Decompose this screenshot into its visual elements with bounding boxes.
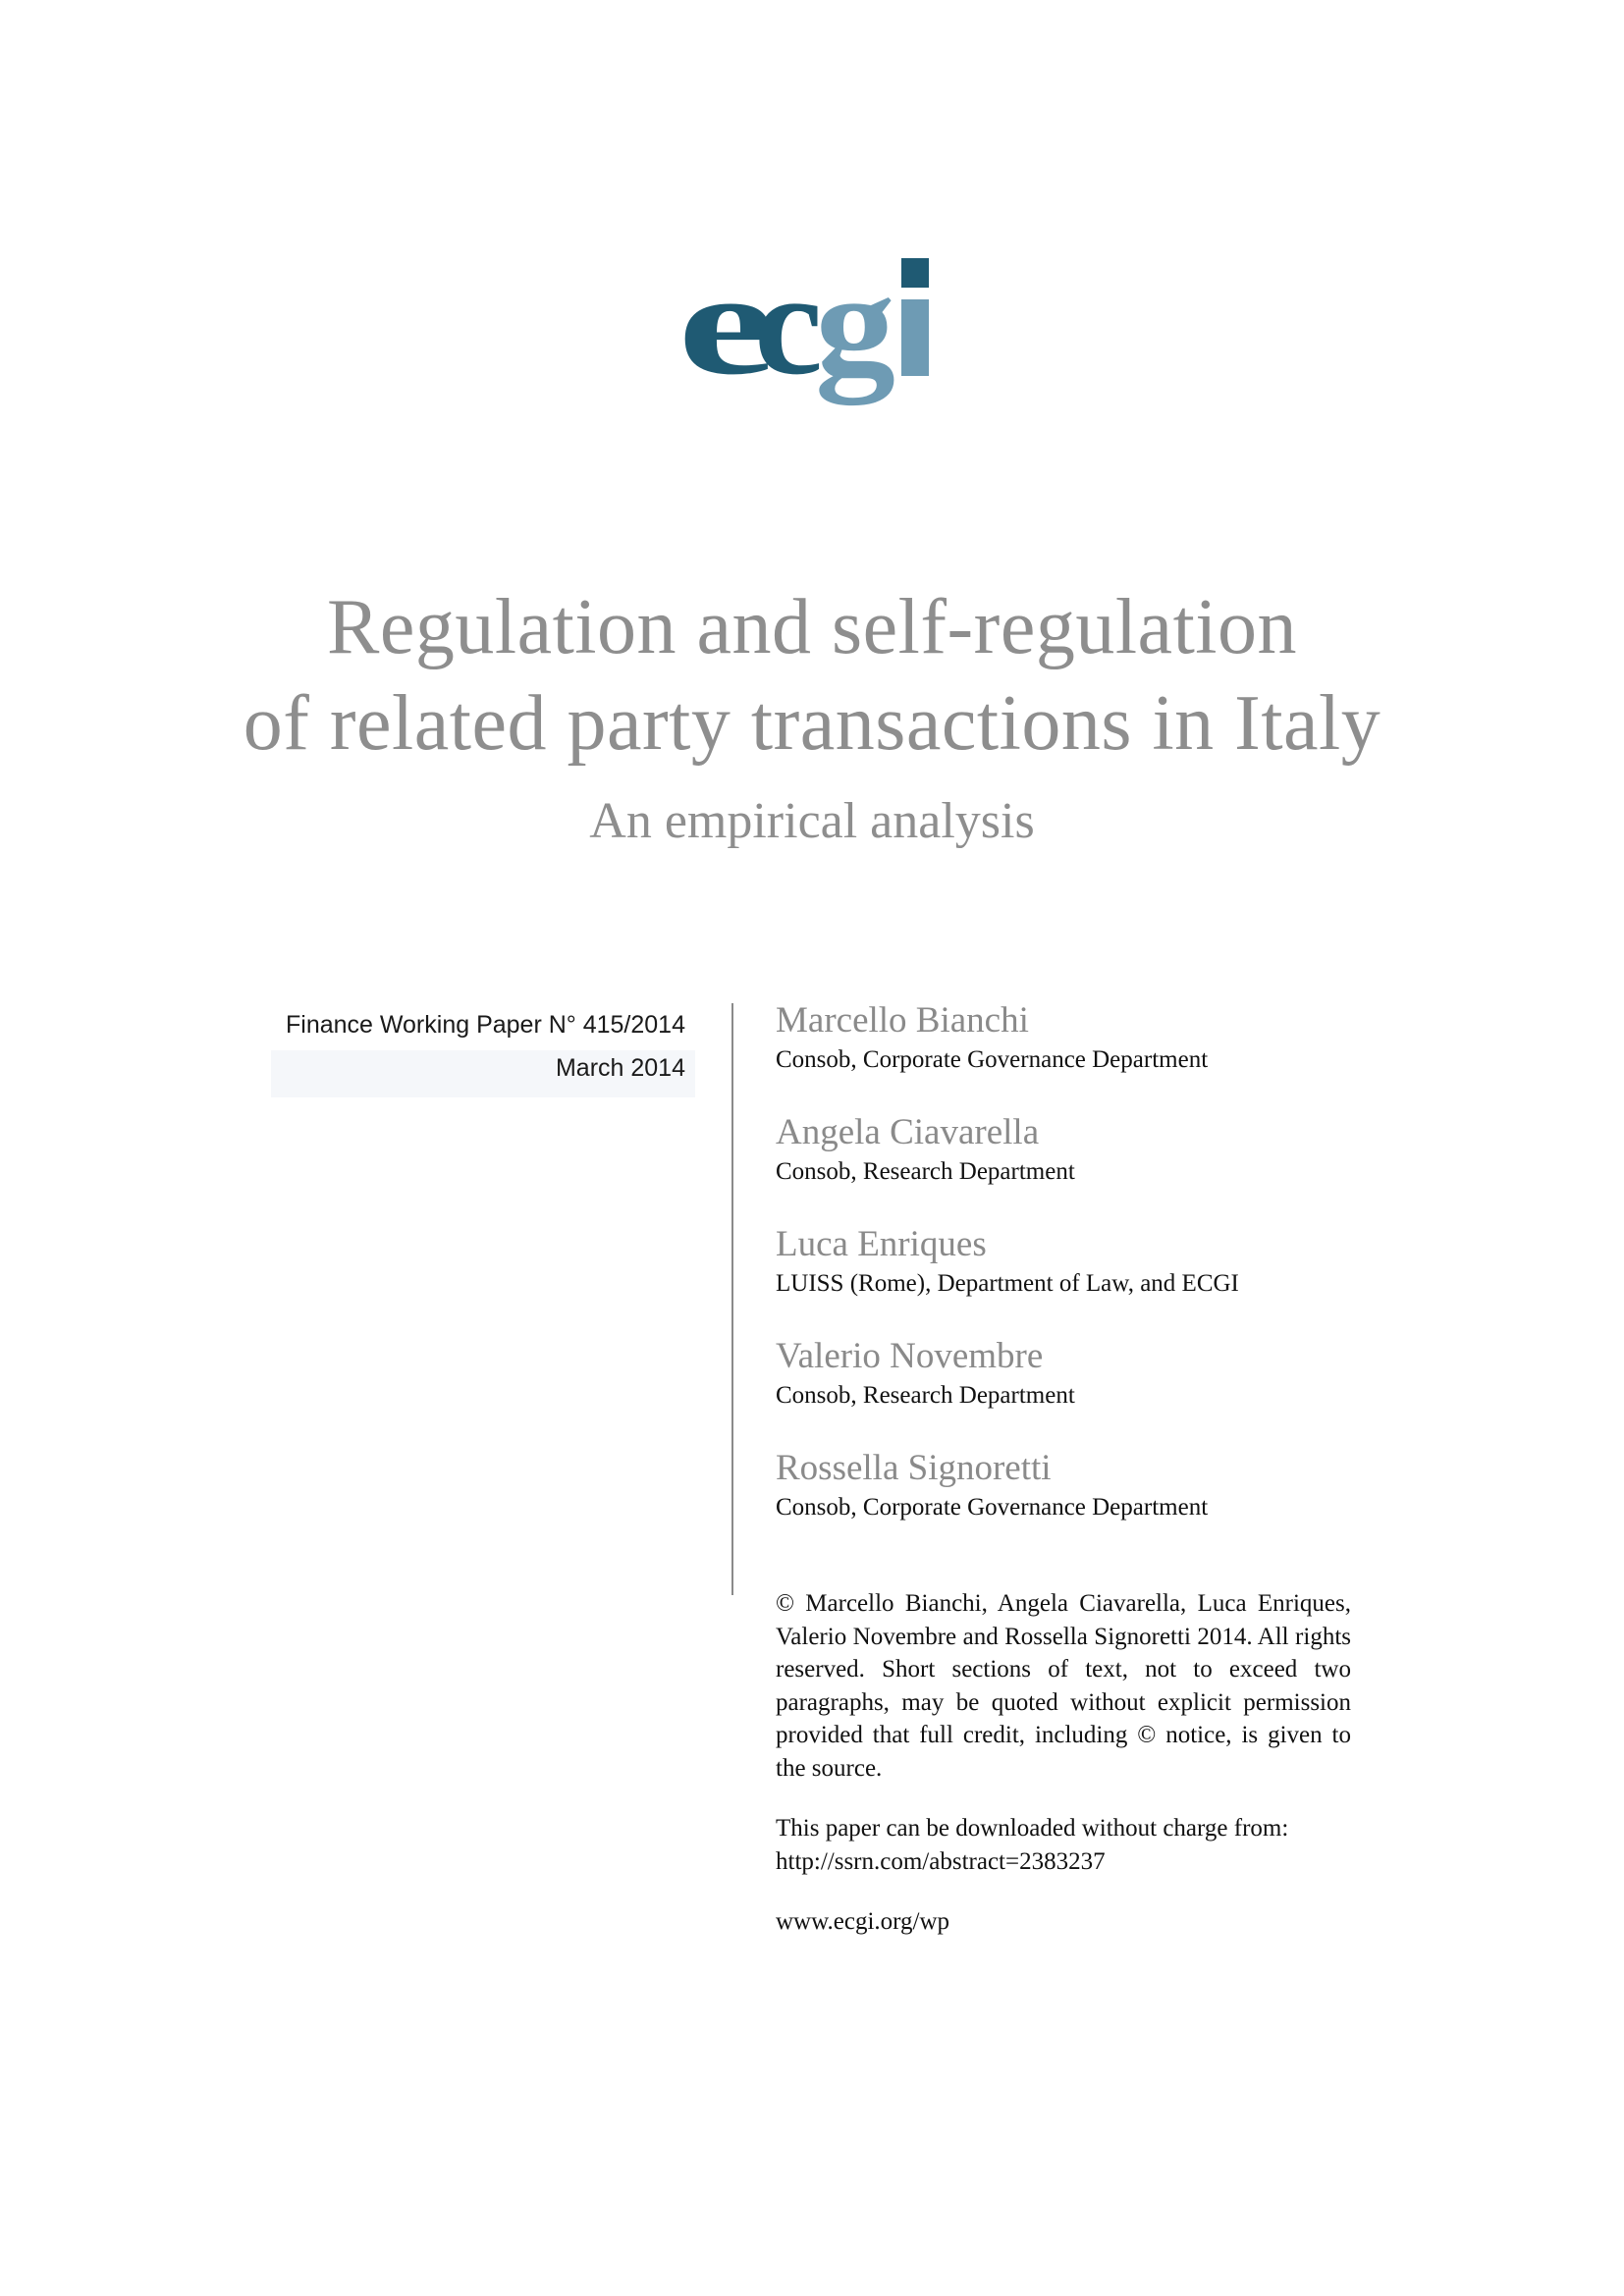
author-entry (776, 1220, 1365, 1332)
title-block (0, 579, 1624, 856)
website-link[interactable]: www.ecgi.org/wp (776, 1908, 950, 1935)
ecgi-logo (677, 250, 952, 417)
vertical-divider (731, 1003, 733, 1595)
author-entry (776, 1108, 1365, 1220)
author-name: Valerio Novembre (776, 1336, 1044, 1376)
working-paper-number: Finance Working Paper N° 415/2014 (286, 1011, 685, 1039)
author-affiliation: Consob, Corporate Governance Department (776, 1046, 1209, 1073)
paper-title-line-1: Regulation and self-regulation (326, 584, 1298, 670)
author-affiliation: Consob, Research Department (776, 1382, 1075, 1409)
author-affiliation: Consob, Research Department (776, 1158, 1075, 1185)
copyright-notice: © Marcello Bianchi, Angela Ciavarella, Luca Enriques, Valerio Novembre and Rossella Signoretti 2014. All rights reserved. Short sections of text, not to exceed two paragraphs, may be quoted without explicit permission provided that full credit, including © notice, is given to the source. (776, 1590, 1351, 1782)
paper-title-line-2: of related party transactions in Italy (243, 680, 1381, 767)
author-name: Luca Enriques (776, 1224, 987, 1264)
svg-text:c: c (754, 250, 823, 405)
author-affiliation: LUISS (Rome), Department of Law, and ECGI (776, 1270, 1239, 1297)
download-link[interactable]: http://ssrn.com/abstract=2383237 (776, 1847, 1106, 1875)
paper-meta (286, 1003, 689, 1090)
paper-subtitle: An empirical analysis (589, 793, 1035, 849)
author-entry (776, 1444, 1365, 1556)
notes-block (776, 1587, 1351, 1939)
download-info (776, 1812, 1351, 1878)
author-name: Angela Ciavarella (776, 1112, 1040, 1152)
author-name: Marcello Bianchi (776, 1000, 1029, 1041)
author-name: Rossella Signoretti (776, 1448, 1052, 1488)
author-entry (776, 996, 1365, 1108)
download-label: This paper can be downloaded without charge from: (776, 1815, 1289, 1842)
author-entry (776, 1332, 1365, 1444)
author-list (776, 996, 1365, 1556)
publication-date: March 2014 (555, 1054, 685, 1082)
author-affiliation: Consob, Corporate Governance Department (776, 1494, 1209, 1521)
svg-text:g: g (815, 250, 895, 405)
svg-text:e: e (677, 250, 771, 405)
